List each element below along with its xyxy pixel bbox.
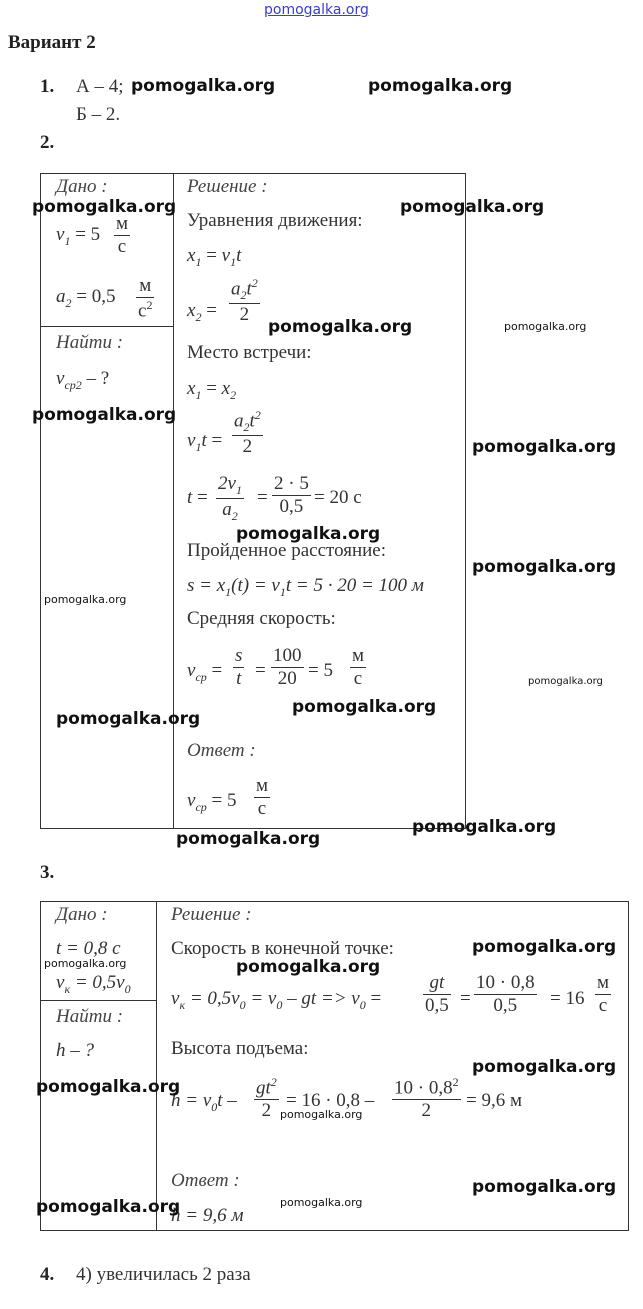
q2-solution-label: Решение : (187, 176, 268, 197)
watermark-label: pomogalka.org (44, 957, 127, 970)
watermark-label: pomogalka.org (236, 524, 381, 544)
watermark-label: pomogalka.org (504, 320, 587, 333)
watermark-label: pomogalka.org (131, 76, 276, 96)
q2-table-left-border (40, 173, 41, 829)
q2-given-a2-unit: м $с^2$ (138, 275, 153, 322)
variant-title: Вариант 2 (8, 32, 96, 53)
q2-find-var: $v_{ср2}$ – ? (56, 368, 110, 392)
q3-table-left-border (40, 901, 41, 1231)
watermark-label: pomogalka.org (44, 593, 127, 606)
q2-t-lhs: t = (187, 487, 208, 508)
watermark-label: pomogalka.org (400, 197, 545, 217)
watermark-label: pomogalka.org (280, 1108, 363, 1121)
q2-table-divider (173, 173, 174, 829)
q2-avg-fraction-1: $\frac{s}{t}$ (235, 645, 243, 689)
watermark-label: pomogalka.org (176, 829, 321, 849)
q2-avg-eq-sign: = (255, 660, 266, 681)
q2-x2-equation: $x_2$ = (187, 300, 217, 324)
q3-speed-result: = 16 (550, 988, 585, 1009)
watermark-label: pomogalka.org (528, 676, 603, 687)
q2-meet-equation-2: $v_1t$ = (187, 430, 223, 454)
q2-avg-lhs: $v_{ср}$ = (187, 660, 223, 684)
watermark-label: pomogalka.org (292, 697, 437, 717)
watermark-label: pomogalka.org (472, 437, 617, 457)
q3-speed-eq-sign: = (460, 988, 471, 1009)
watermark-label: pomogalka.org (472, 1057, 617, 1077)
watermark-label: pomogalka.org (280, 1196, 363, 1209)
q2-number: 2. (40, 132, 55, 153)
q3-solution-label: Решение : (171, 904, 252, 925)
watermark-label: pomogalka.org (236, 957, 381, 977)
q2-motion-heading: Уравнения движения: (187, 210, 363, 231)
q3-table-bottom-border (40, 1230, 629, 1231)
q2-x2-fraction: $\frac{a_2t^2}{2}$ (231, 276, 258, 326)
q3-given-find-divider (40, 1000, 157, 1001)
q3-number: 3. (40, 862, 55, 883)
top-watermark-link[interactable]: pomogalka.org (264, 2, 369, 18)
q2-avg-result: = 5 (308, 660, 333, 681)
watermark-label: pomogalka.org (472, 557, 617, 577)
q2-meet-equation: $x_1 = x_2$ (187, 378, 237, 402)
q2-meet-fraction: $\frac{a_2t^2}{2}$ (234, 408, 261, 458)
watermark-label: pomogalka.org (32, 197, 177, 217)
q3-height-fraction-1: $\frac{gt^2}{2}$ (256, 1075, 277, 1122)
q3-table-right-border (628, 901, 629, 1231)
q3-find-h: h – ? (56, 1040, 94, 1061)
q3-find-label: Найти : (56, 1006, 124, 1027)
q2-table-right-border (465, 173, 466, 829)
watermark-label: pomogalka.org (268, 317, 413, 337)
q3-given-vk: $v_к = 0,5v_0$ (56, 972, 131, 996)
q3-given-label: Дано : (56, 904, 108, 925)
watermark-label: pomogalka.org (36, 1077, 181, 1097)
q3-speed-fraction-2: $\frac{10 \cdot 0,8}{0,5}$ (476, 972, 535, 1016)
watermark-label: pomogalka.org (32, 405, 177, 425)
q2-table-top-border (40, 173, 466, 174)
q2-t-eq-sign: = (257, 487, 268, 508)
q2-t-result: = 20 с (314, 487, 362, 508)
q3-speed-heading: Скорость в конечной точке: (171, 938, 394, 959)
q3-answer-value: h = 9,6 м (171, 1205, 244, 1226)
q2-t-fraction-2: $\frac{2 \cdot 5}{0,5}$ (274, 473, 309, 517)
q2-avg-heading: Средняя скорость: (187, 608, 336, 629)
q3-height-fraction-2: $\frac{10 \cdot 0,8^2}{2}$ (394, 1075, 459, 1122)
q2-answer-unit: м с (256, 775, 269, 819)
watermark-label: pomogalka.org (412, 817, 557, 837)
q2-given-a2: $a_2 = 0,5$ (56, 286, 116, 310)
watermark-label: pomogalka.org (56, 709, 201, 729)
q2-t-fraction-1: $\frac{2v_1}{a_2}$ (218, 473, 242, 523)
q1-answer-a: А – 4; (76, 76, 124, 97)
q2-given-v1-unit: м с (116, 213, 129, 257)
q4-number: 4. (40, 1264, 55, 1285)
q3-speed-equation: $v_к = 0,5v_0 = v_0$ – gt => $v_0$ = (171, 988, 382, 1012)
watermark-label: pomogalka.org (472, 1177, 617, 1197)
q2-given-label: Дано : (56, 176, 108, 197)
q3-given-t: t = 0,8 с (56, 938, 121, 959)
q2-x1-equation: $x_1 = v_1t$ (187, 245, 242, 269)
watermark-label: pomogalka.org (368, 76, 513, 96)
q2-answer-value: $v_{ср} = 5$ (187, 790, 237, 814)
watermark-label: pomogalka.org (36, 1197, 181, 1217)
q3-table-divider (156, 901, 157, 1231)
q4-answer: 4) увеличилась 2 раза (76, 1264, 251, 1285)
watermark-label: pomogalka.org (472, 937, 617, 957)
q3-speed-fraction-1: $\frac{gt}{0,5}$ (425, 972, 449, 1016)
q3-answer-label: Ответ : (171, 1170, 240, 1191)
q3-height-lhs: $h = v_0t$ – (171, 1090, 237, 1114)
q2-meet-heading: Место встречи: (187, 342, 312, 363)
q3-height-heading: Высота подъема: (171, 1038, 309, 1059)
q2-distance-equation: $s = x_1(t) = v_1t = 5 \cdot 20 = 100$ м (187, 575, 424, 599)
q2-find-label: Найти : (56, 332, 124, 353)
q3-speed-unit: м с (597, 972, 610, 1016)
q3-height-result: = 9,6 м (466, 1090, 522, 1111)
q2-answer-label: Ответ : (187, 740, 256, 761)
q2-avg-unit: м с (352, 645, 365, 689)
q2-given-find-divider (40, 326, 174, 327)
q1-number: 1. (40, 76, 55, 97)
q2-given-v1: $v_1 = 5$ (56, 224, 101, 248)
q2-distance-heading: Пройденное расстояние: (187, 540, 387, 561)
q3-table-top-border (40, 901, 629, 902)
q3-height-mid: = 16 · 0,8 – (286, 1090, 375, 1111)
q2-avg-fraction-2: $\frac{100}{20}$ (273, 645, 302, 689)
q1-answer-b: Б – 2. (76, 104, 121, 125)
